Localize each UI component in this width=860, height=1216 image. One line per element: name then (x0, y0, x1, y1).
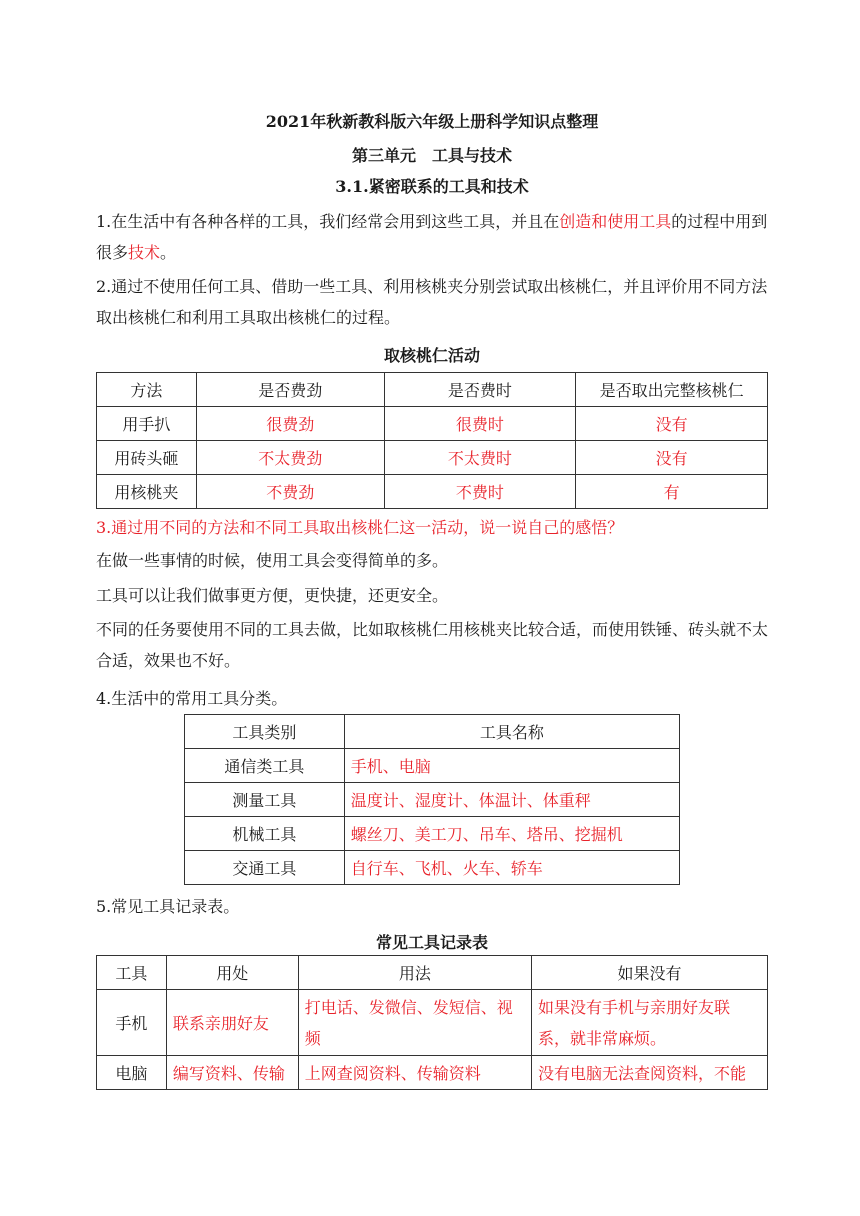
table-cell: 没有 (576, 407, 768, 441)
table-cell: 自行车、飞机、火车、轿车 (344, 851, 679, 885)
table-cell: 电脑 (97, 1056, 167, 1090)
table-header-cell: 用处 (166, 956, 298, 990)
table-cell: 有 (576, 475, 768, 509)
table-cell: 没有电脑无法查阅资料，不能 (532, 1056, 768, 1090)
document-title: 2021年秋新教科版六年级上册科学知识点整理 (265, 112, 599, 131)
table-cell: 不太费劲 (196, 441, 384, 475)
table-cell: 机械工具 (185, 817, 345, 851)
table-cell: 如果没有手机与亲朋好友联系，就非常麻烦。 (532, 990, 768, 1056)
table-cell: 手机、电脑 (344, 749, 679, 783)
table-cell: 很费劲 (196, 407, 384, 441)
table-row (185, 851, 680, 885)
table-cell: 不太费时 (384, 441, 576, 475)
table-row (185, 783, 680, 817)
question-4: 4.生活中的常用工具分类。 (96, 689, 288, 708)
table-cell: 打电话、发微信、发短信、视频 (298, 990, 531, 1056)
table-row (97, 441, 768, 475)
table-cell: 螺丝刀、美工刀、吊车、塔吊、挖掘机 (344, 817, 679, 851)
table-header-row (97, 956, 768, 990)
table-cell: 用核桃夹 (97, 475, 197, 509)
table-cell: 上网查阅资料、传输资料 (298, 1056, 531, 1090)
table-cell: 用手扒 (97, 407, 197, 441)
table-cell: 不费时 (384, 475, 576, 509)
table-header-cell: 是否取出完整核桃仁 (576, 373, 768, 407)
answer-highlight: 技术 (128, 243, 161, 262)
table-cell: 联系亲朋好友 (166, 990, 298, 1056)
table-cell: 编写资料、传输 (166, 1056, 298, 1090)
table-header-cell: 是否费劲 (196, 373, 384, 407)
table-header-cell: 工具 (97, 956, 167, 990)
table-cell: 不费劲 (196, 475, 384, 509)
lesson-title: 3.1.紧密联系的工具和技术 (335, 177, 529, 196)
table-row (97, 407, 768, 441)
table-cell: 交通工具 (185, 851, 345, 885)
answer-highlight: 创造和使用工具 (559, 212, 672, 231)
table-header-row (185, 715, 680, 749)
table-cell: 没有 (576, 441, 768, 475)
common-tools-table (96, 955, 768, 1090)
answer-3-line-1: 在做一些事情的时候，使用工具会变得简单的多。 (96, 551, 449, 570)
table-header-cell: 工具名称 (344, 715, 679, 749)
table-header-cell: 工具类别 (185, 715, 345, 749)
answer-3-line-3: 不同的任务要使用不同的工具去做，比如取核桃仁用核桃夹比较合适，而使用铁锤、砖头就不太合适，效果也不好。 (96, 620, 769, 670)
table-header-cell: 用法 (298, 956, 531, 990)
table-row (185, 749, 680, 783)
table-header-row (97, 373, 768, 407)
question-3: 3.通过用不同的方法和不同工具取出核桃仁这一活动，说一说自己的感悟？ (96, 518, 624, 537)
table-header-cell: 方法 (97, 373, 197, 407)
paragraph-1: 1.在生活中有各种各样的工具，我们经常会用到这些工具，并且在创造和使用工具的过程中用到很多技术。 (96, 212, 768, 262)
answer-3-line-2: 工具可以让我们做事更方便，更快捷，还更安全。 (96, 586, 449, 605)
table1-caption: 取核桃仁活动 (383, 346, 480, 365)
table-cell: 温度计、湿度计、体温计、体重秤 (344, 783, 679, 817)
table-cell: 用砖头砸 (97, 441, 197, 475)
table-cell: 通信类工具 (185, 749, 345, 783)
table-row (97, 990, 768, 1056)
table-row (97, 1056, 768, 1090)
table3-caption: 常见工具记录表 (375, 933, 488, 952)
table-cell: 很费时 (384, 407, 576, 441)
table-row (97, 475, 768, 509)
table-header-cell: 是否费时 (384, 373, 576, 407)
paragraph-2: 2.通过不使用任何工具、借助一些工具、利用核桃夹分别尝试取出核桃仁，并且评价用不同方法取出核桃仁和利用工具取出核桃仁的过程。 (96, 277, 768, 327)
walnut-activity-table (96, 372, 768, 509)
table-header-cell: 如果没有 (532, 956, 768, 990)
table-cell: 测量工具 (185, 783, 345, 817)
question-5: 5.常见工具记录表。 (96, 897, 240, 916)
table-row (185, 817, 680, 851)
unit-title: 第三单元 工具与技术 (351, 146, 512, 165)
tool-category-table (184, 714, 680, 885)
table-cell: 手机 (97, 990, 167, 1056)
